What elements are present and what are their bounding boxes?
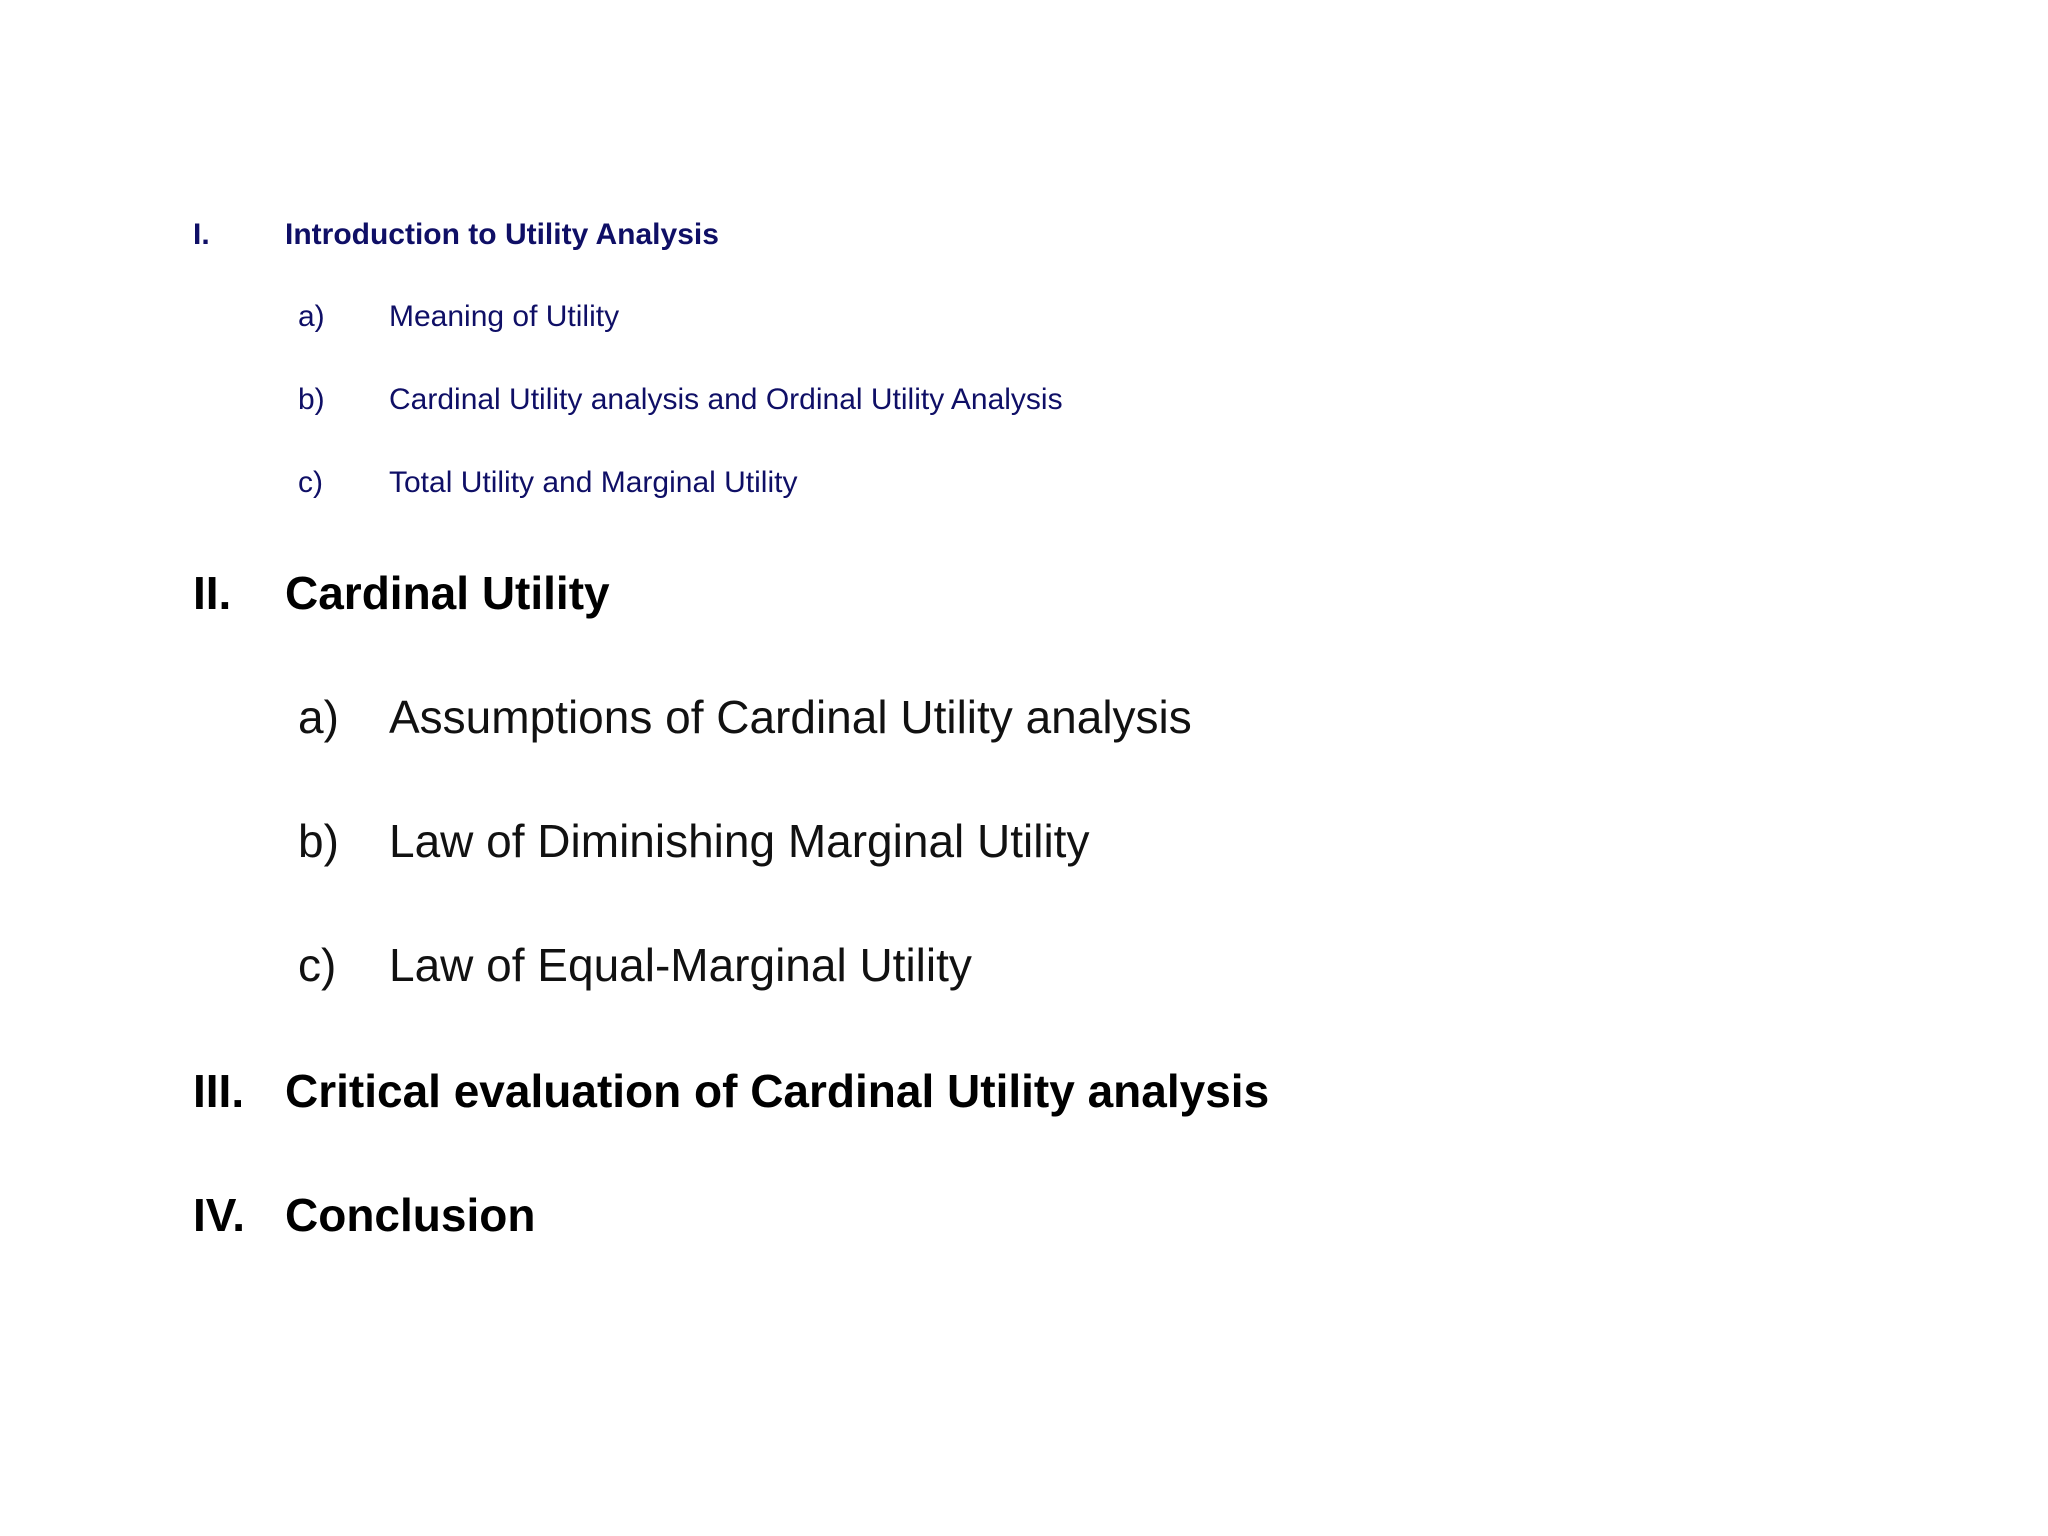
section-1-item-c xyxy=(0,468,2048,502)
item-text: Cardinal Utility analysis and Ordinal Utility Analysis xyxy=(389,383,1063,416)
section-1-item-b xyxy=(0,385,2048,419)
item-marker: a) xyxy=(298,300,325,333)
section-4-title: Conclusion xyxy=(285,1189,536,1241)
item-marker: c) xyxy=(298,939,337,991)
item-marker: b) xyxy=(298,815,339,867)
section-2-item-a xyxy=(0,691,2048,746)
item-marker: b) xyxy=(298,383,325,416)
item-text: Law of Equal-Marginal Utility xyxy=(389,939,972,991)
item-text: Law of Diminishing Marginal Utility xyxy=(389,815,1090,867)
section-3-title: Critical evaluation of Cardinal Utility analysis xyxy=(285,1065,1270,1117)
item-text: Total Utility and Marginal Utility xyxy=(389,466,798,499)
section-4-heading xyxy=(0,1189,2048,1244)
section-2-item-c xyxy=(0,939,2048,994)
section-1-heading xyxy=(0,220,2048,254)
item-text: Assumptions of Cardinal Utility analysis xyxy=(389,691,1192,743)
section-2-title: Cardinal Utility xyxy=(285,567,610,619)
section-3-heading xyxy=(0,1065,2048,1120)
section-2-numeral: II. xyxy=(193,567,232,619)
section-2-item-b xyxy=(0,815,2048,870)
section-1-title: Introduction to Utility Analysis xyxy=(285,218,719,251)
item-marker: c) xyxy=(298,466,323,499)
item-text: Meaning of Utility xyxy=(389,300,620,333)
section-2-heading xyxy=(0,567,2048,622)
section-1-numeral: I. xyxy=(193,218,210,251)
section-4-numeral: IV. xyxy=(193,1189,246,1241)
item-marker: a) xyxy=(298,691,339,743)
section-3-numeral: III. xyxy=(193,1065,245,1117)
section-1-item-a xyxy=(0,302,2048,336)
